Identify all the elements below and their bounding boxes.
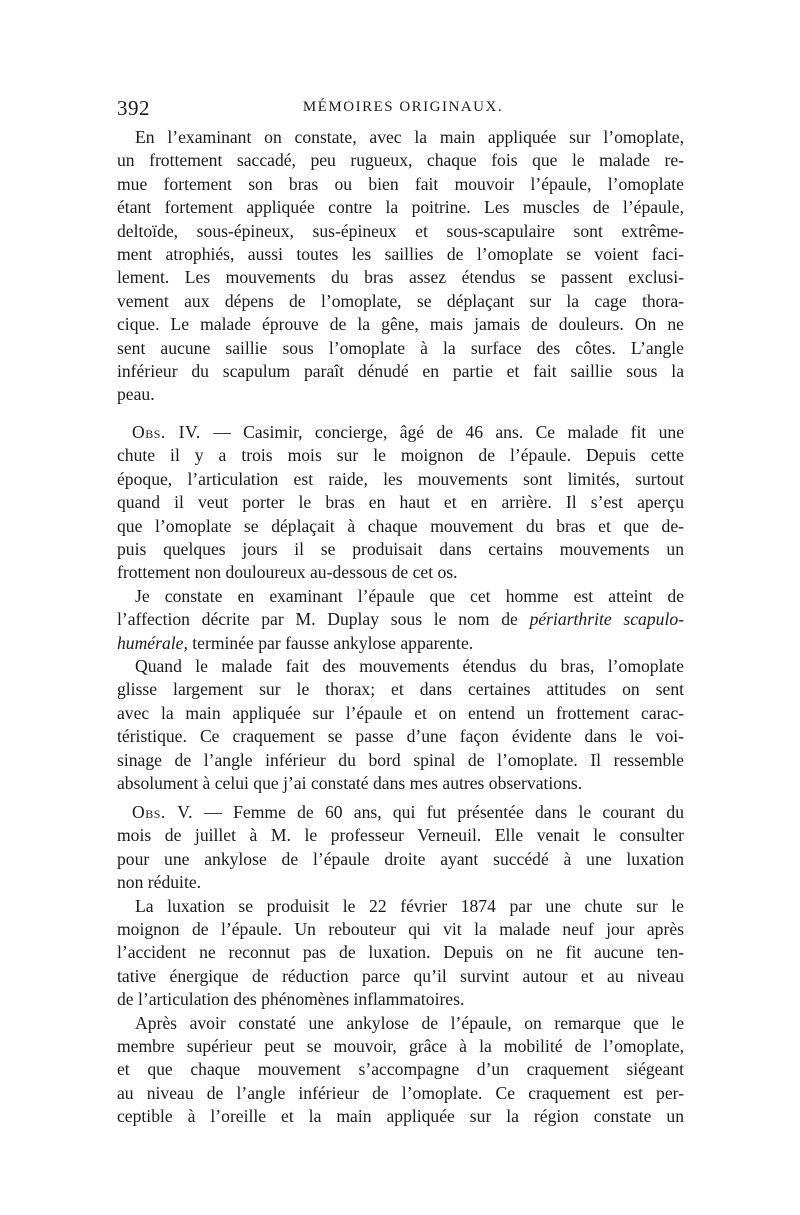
text-line: tative énergique de réduction parce qu’il survint autour et au niveau (117, 965, 684, 986)
page-number: 392 (117, 96, 150, 120)
text-line: membre supérieur peut se mouvoir, grâce à la mobilité de l’omoplate, (117, 1036, 684, 1056)
text-line: glisse largement sur le thorax; et dans certaines attitudes on sent (117, 679, 684, 700)
obs-iv-label: Obs. IV. (132, 422, 201, 442)
text-line: En l’examinant on constate, avec la main appliquée sur l’omoplate, (135, 127, 684, 147)
text-line: Quand le malade fait des mouvements étendus du bras, l’omoplate (135, 656, 684, 676)
text-line: un frottement saccadé, peu rugueux, chaque fois que le malade re- (117, 150, 684, 171)
text-line: étant fortement appliquée contre la poitrine. Les muscles de l’épaule, (117, 197, 684, 218)
text-line-with-italic (117, 632, 684, 655)
obs-iv-heading-line (117, 421, 684, 444)
running-title: MÉMOIRES ORIGINAUX. (302, 99, 504, 115)
text-line: de l’articulation des phénomènes inflammatoires. (117, 989, 465, 1010)
text-line: frottement non douloureux au-dessous de cet os. (117, 562, 458, 583)
text-line: l’accident ne reconnut pas de luxation. Depuis on ne fit aucune ten- (117, 942, 684, 963)
text-line: peau. (117, 384, 155, 405)
text-line: absolument à celui que j’ai constaté dans mes autres observations. (117, 773, 583, 793)
text-line: que l’omoplate se déplaçait à chaque mouvement du bras et que de- (117, 515, 684, 536)
text-fragment: l’affection décrite par M. Duplay sous le nom de (117, 609, 518, 630)
text-line: cique. Le malade éprouve de la gêne, mais jamais de douleurs. On ne (117, 314, 684, 335)
italic-term: humérale, (117, 632, 188, 653)
text-line: puis quelques jours il se produisait dans certains mouvements un (117, 539, 684, 559)
text-line: sent aucune saillie sous l’omoplate à la surface des côtes. L’angle (117, 337, 684, 358)
text-line: vement aux dépens de l’omoplate, se déplaçant sur la cage thora- (117, 290, 684, 311)
italic-term: périarthrite scapulo- (529, 609, 684, 630)
text-line: sinage de l’angle inférieur du bord spinal de l’omoplate. Il ressemble (117, 749, 684, 770)
text-line: Après avoir constaté une ankylose de l’épaule, on remarque que le (135, 1012, 684, 1033)
text-line: inférieur du scapulum paraît dénudé en partie et fait saillie sous la (117, 361, 684, 381)
text-line: moignon de l’épaule. Un rebouteur qui vit la malade neuf jour après (117, 919, 684, 939)
text-line: époque, l’articulation est raide, les mouvements sont limités, surtout (117, 468, 684, 489)
text-line: lement. Les mouvements du bras assez étendus se passent exclusi- (117, 267, 684, 288)
text-line: et que chaque mouvement s’accompagne d’un craquement siégeant (117, 1059, 684, 1080)
text-line: chute il y a trois mois sur le moignon de l’épaule. Depuis cette (117, 445, 684, 466)
text-line: téristique. Ce craquement se passe d’une façon évidente dans le voi- (117, 726, 684, 747)
text-line-with-italic (117, 608, 684, 631)
text-line: deltoïde, sous-épineux, sus-épineux et sous-scapulaire sont extrême- (117, 220, 684, 241)
text-line: ceptible à l’oreille et la main appliquée sur la région constate un (117, 1106, 684, 1127)
text-line: Je constate en examinant l’épaule que cet homme est atteint de (135, 585, 684, 606)
obs-v-label: Obs. V. (132, 802, 194, 822)
text-line: au niveau de l’angle inférieur de l’omoplate. Ce craquement est per- (117, 1082, 684, 1103)
text-line: mue fortement son bras ou bien fait mouvoir l’épaule, l’omoplate (117, 173, 684, 194)
text-line: pour une ankylose de l’épaule droite ayant succédé à une luxation (117, 848, 684, 869)
obs-v-first-line: — Femme de 60 ans, qui fut présentée dans le courant du (204, 802, 685, 822)
text-line: ment atrophiés, aussi toutes les saillies de l’omoplate se voient faci- (117, 244, 684, 264)
page-header (117, 96, 689, 126)
obs-v-heading-line (117, 801, 684, 824)
text-line: quand il veut porter le bras en haut et en arrière. Il s’est aperçu (117, 492, 684, 513)
text-line: mois de juillet à M. le professeur Verneuil. Elle venait le consulter (117, 825, 684, 846)
text-line: La luxation se produisit le 22 février 1874 par une chute sur le (135, 895, 684, 916)
obs-iv-first-line: — Casimir, concierge, âgé de 46 ans. Ce malade fit une (213, 422, 684, 442)
text-fragment: terminée par fausse ankylose apparente. (192, 632, 474, 653)
text-line: avec la main appliquée sur l’épaule et on entend un frottement carac- (117, 702, 684, 723)
text-line: non réduite. (117, 872, 202, 893)
